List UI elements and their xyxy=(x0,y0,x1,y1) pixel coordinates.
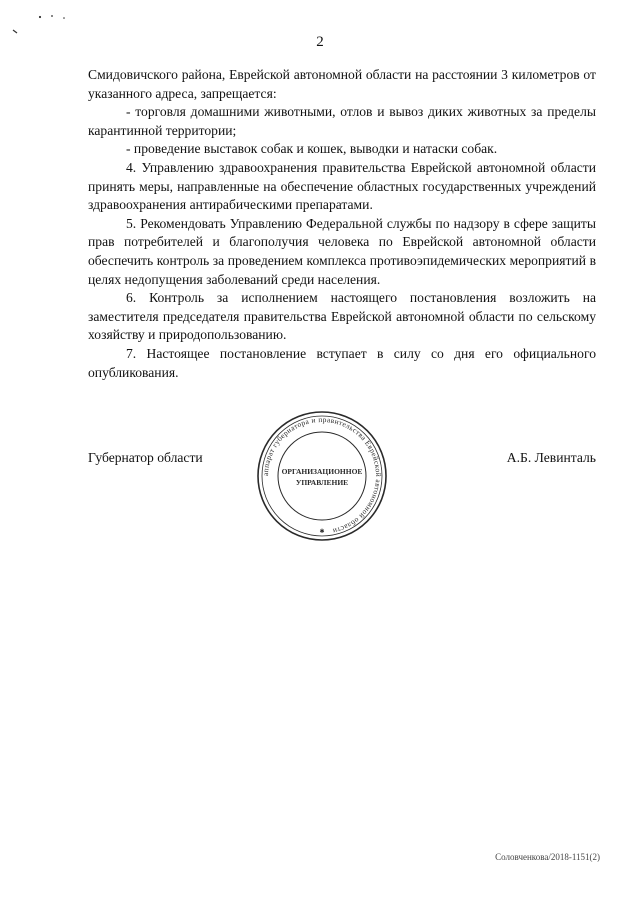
paragraph-2: - торговля домашними животными, отлов и вывоз диких животных за пределы карантинной территории; xyxy=(88,104,596,138)
svg-text:УПРАВЛЕНИЕ: УПРАВЛЕНИЕ xyxy=(295,478,349,487)
paragraph-5: 5. Рекомендовать Управлению Федеральной службы по надзору в сфере защиты прав потребителей и благополучия человека по Еврейской автономной области обеспечить контроль за проведением комплекса противоэпидемических мероприятий в целях недопущения заболеваний среди населения. xyxy=(88,215,596,287)
document-reference: Соловченкова/2018-1151(2) xyxy=(495,852,600,862)
paragraph-1: Смидовичского района, Еврейской автономной области на расстоянии 3 километров от указанного адреса, запрещается: xyxy=(88,67,596,101)
paragraph-4: 4. Управлению здравоохранения правительства Еврейской автономной области принять меры, направленные на обеспечение областных государственных учреждений здравоохранения антирабическими препаратами. xyxy=(88,159,596,213)
paragraph-6: 6. Контроль за исполнением настоящего постановления возложить на заместителя председателя правительства Еврейской автономной области по сельскому хозяйству и природопользованию. xyxy=(88,290,596,343)
official-seal-stamp xyxy=(254,408,390,544)
svg-text:✱: ✱ xyxy=(319,528,325,535)
page-number: 2 xyxy=(316,34,324,50)
svg-text:ОРГАНИЗАЦИОННОЕ: ОРГАНИЗАЦИОННОЕ xyxy=(281,467,363,476)
document-body xyxy=(88,66,596,382)
signatory-name: А.Б. Левинталь xyxy=(506,450,596,465)
paragraph-3: - проведение выставок собак и кошек, выводки и натаски собак. xyxy=(126,141,498,157)
signatory-position: Губернатор области xyxy=(88,450,203,465)
paragraph-7: 7. Настоящее постановление вступает в силу со дня его официального опубликования. xyxy=(88,345,596,380)
svg-text:аппарат губернатора и правител: аппарат губернатора и правительства Еврейской автономной области xyxy=(260,414,384,536)
